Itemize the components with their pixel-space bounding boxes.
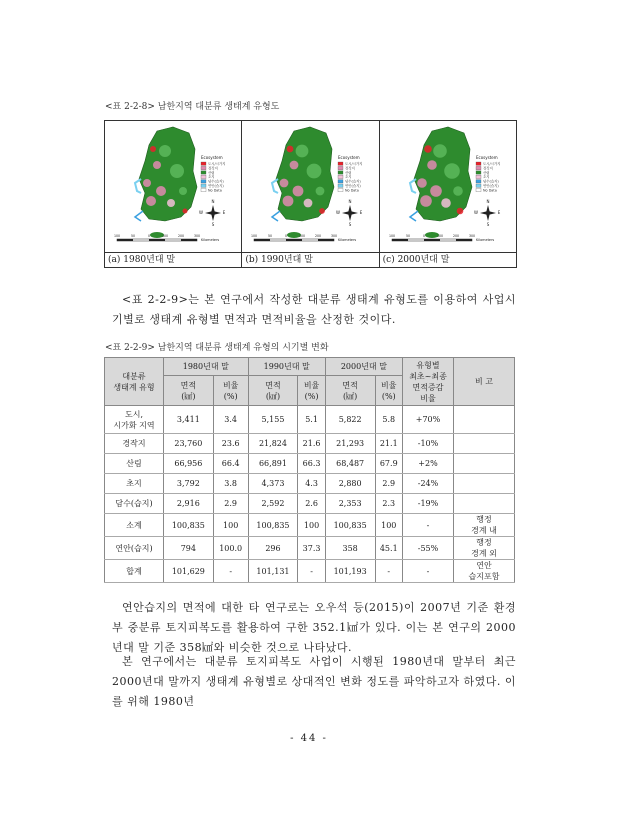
land-forest: [139, 127, 197, 221]
cell-ratio: 66.4: [213, 454, 248, 474]
scale-unit: Kilometers: [201, 238, 220, 242]
legend-swatch: [476, 188, 481, 191]
legend-swatch: [476, 180, 481, 183]
cell-note: [454, 474, 515, 494]
paragraph: [112, 652, 516, 712]
land-patch: [159, 145, 171, 157]
cell-ratio: 5.8: [375, 406, 402, 434]
land-patch: [146, 196, 156, 206]
legend-label: No Data: [208, 188, 222, 193]
legend-swatch: [201, 175, 206, 178]
paragraph-text: <표 2-2-9>는 본 연구에서 작성한 대분류 생태계 유형도를 이용하여 사업시기별로 생태계 유형별 면적과 면적비율을 산정한 것이다.: [112, 293, 516, 326]
header-note: 비 고: [454, 358, 515, 406]
cell-area: 21,293: [325, 434, 375, 454]
paragraph-text: 연안습지의 면적에 대한 타 연구로는 오우석 등(2015)이 2007년 기준 환경부 중분류 토지피복도를 활용하여 구한 352.1㎢가 있다. 이는 본 연구의 2000년대 말 기준 358㎢와 비슷한 것으로 나타났다.: [112, 601, 516, 654]
header-area: 면적 (㎢): [248, 376, 298, 406]
scale-tick: 0: [285, 234, 288, 238]
cell-area: 100,835: [325, 514, 375, 537]
coast-wetland: [135, 211, 143, 221]
table-row: [105, 454, 515, 474]
land-patch: [179, 187, 187, 195]
panel-label: (b) 1990년대 말: [245, 255, 313, 265]
cell-note: [454, 454, 515, 474]
cell-area: 101,193: [325, 560, 375, 583]
legend-title: Ecosystem: [338, 155, 360, 160]
legend-label: 경작지: [345, 166, 356, 171]
legend-swatch: [476, 166, 481, 169]
cell-ratio: 100: [213, 514, 248, 537]
land-patch: [293, 186, 304, 197]
cell-ratio: 21.6: [298, 434, 325, 454]
legend-label: 경작지: [208, 166, 218, 171]
map-panel-1980: [105, 121, 242, 267]
cell-ratio: 5.1: [298, 406, 325, 434]
compass-label: W: [199, 210, 203, 215]
legend-swatch: [201, 166, 206, 169]
cell-note: 연안 습지포함: [454, 560, 515, 583]
scale-tick: 100: [161, 234, 169, 238]
legend-title: Ecosystem: [475, 155, 498, 160]
scale-bar: [251, 234, 356, 242]
legend-label: 연안(습지): [208, 184, 224, 188]
land-patch: [280, 179, 289, 188]
cell-ratio: 2.6: [298, 494, 325, 514]
legend-label: 도시/시가지: [208, 162, 226, 166]
legend-label: No Data: [345, 188, 360, 193]
header-period: 1980년대 말: [164, 358, 249, 376]
compass-label: W: [336, 210, 341, 215]
legend-label: 연안(습지): [482, 184, 499, 188]
legend-label: 초지: [482, 175, 490, 180]
compass-label: E: [497, 210, 500, 215]
land-patch: [143, 179, 151, 187]
paragraph: [112, 290, 516, 330]
compass-label: N: [486, 199, 490, 204]
ecosystem-map-1980: [105, 121, 241, 252]
cell-type: 도시, 시가화 지역: [105, 406, 164, 434]
cell-area: 358: [325, 537, 375, 560]
land-patch: [183, 209, 188, 214]
legend-label: No Data: [482, 188, 497, 193]
coast-wetland: [410, 211, 418, 221]
cell-type: 합계: [105, 560, 164, 583]
compass-label: S: [486, 222, 489, 227]
cell-area: 101,131: [248, 560, 298, 583]
scale-unit: Kilometers: [475, 238, 494, 242]
cell-change: +70%: [403, 406, 454, 434]
cell-type: 경작지: [105, 434, 164, 454]
table-row: [105, 474, 515, 494]
cell-area: 21,824: [248, 434, 298, 454]
land-patch: [417, 178, 427, 188]
cell-area: 2,916: [164, 494, 214, 514]
legend-swatch: [201, 171, 206, 174]
cell-change: -: [403, 560, 454, 583]
land-patch: [170, 164, 184, 178]
table-row: [105, 560, 515, 583]
cell-type: 산림: [105, 454, 164, 474]
cell-ratio: 67.9: [375, 454, 402, 474]
header-period: 2000년대 말: [325, 358, 402, 376]
cell-area: 3,411: [164, 406, 214, 434]
land-patch: [316, 187, 325, 196]
legend-swatch: [476, 162, 481, 165]
legend-label: 도시/시가지: [345, 162, 363, 166]
scale-tick: 100: [251, 234, 258, 238]
land-patch: [456, 208, 463, 215]
land-patch: [304, 199, 313, 208]
legend-label: 담수(습지): [208, 179, 224, 184]
cell-ratio: 2.3: [375, 494, 402, 514]
cell-ratio: 100: [375, 514, 402, 537]
scale-tick: 300: [331, 234, 338, 238]
legend-swatch: [476, 171, 481, 174]
legend-label: 초지: [345, 175, 352, 180]
legend-swatch: [338, 175, 343, 178]
scale-tick: 200: [315, 234, 322, 238]
legend-swatch: [476, 175, 481, 178]
scale-tick: 200: [452, 234, 459, 238]
scale-tick: 100: [388, 234, 395, 238]
legend-label: 산림: [208, 170, 215, 175]
scale-tick: 100: [299, 234, 306, 238]
compass-icon: [336, 199, 363, 227]
cell-type: 초지: [105, 474, 164, 494]
compass-label: S: [211, 222, 215, 227]
land-patch: [153, 161, 161, 169]
map-panel-2000: [380, 121, 516, 267]
cell-area: 100,835: [248, 514, 298, 537]
table-row: [105, 494, 515, 514]
header-type: 대분류 생태계 유형: [105, 358, 164, 406]
legend-swatch: [338, 188, 343, 191]
scale-tick: 50: [268, 234, 273, 238]
cell-change: +2%: [403, 454, 454, 474]
land-patch: [296, 145, 309, 158]
cell-area: 66,891: [248, 454, 298, 474]
scale-tick: 100: [113, 234, 121, 238]
legend-label: 산림: [482, 170, 490, 175]
cell-area: 4,373: [248, 474, 298, 494]
legend-swatch: [201, 162, 206, 165]
legend-label: 도시/시가지: [482, 162, 501, 166]
header-ratio: 비율 (%): [298, 376, 325, 406]
cell-area: 2,880: [325, 474, 375, 494]
cell-ratio: -: [213, 560, 248, 583]
cell-area: 23,760: [164, 434, 214, 454]
cell-area: 5,822: [325, 406, 375, 434]
land-patch: [453, 186, 463, 196]
cell-area: 2,353: [325, 494, 375, 514]
table-caption: <표 2-2-9> 남한지역 대분류 생태계 유형의 시기별 변화: [105, 343, 329, 353]
cell-ratio: 37.3: [298, 537, 325, 560]
land-patch: [444, 163, 460, 179]
legend-swatch: [338, 180, 343, 183]
compass-label: S: [349, 222, 352, 227]
cell-note: 행정 경계 외: [454, 537, 515, 560]
scale-unit: Kilometers: [338, 238, 357, 242]
ecosystem-map-1990: [242, 121, 378, 252]
header-change: 유형별 최초~최종 면적증감 비율: [403, 358, 454, 406]
cell-type: 연안(습지): [105, 537, 164, 560]
cell-ratio: 4.3: [298, 474, 325, 494]
legend-label: 산림: [345, 170, 352, 175]
header-area: 면적 (㎢): [325, 376, 375, 406]
cell-ratio: 21.1: [375, 434, 402, 454]
scale-tick: 50: [405, 234, 410, 238]
cell-ratio: 3.8: [213, 474, 248, 494]
land-patch: [150, 146, 156, 152]
scale-tick: 50: [130, 234, 136, 238]
cell-ratio: 2.9: [213, 494, 248, 514]
cell-ratio: 45.1: [375, 537, 402, 560]
table-row: [105, 537, 515, 560]
legend-label: 초지: [208, 175, 215, 180]
land-patch: [167, 199, 175, 207]
legend-label: 경작지: [482, 166, 493, 171]
compass-label: E: [222, 210, 226, 215]
compass-label: N: [211, 199, 215, 204]
cell-type: 담수(습지): [105, 494, 164, 514]
cell-change: -24%: [403, 474, 454, 494]
cell-area: 100,835: [164, 514, 214, 537]
legend-swatch: [201, 188, 206, 191]
table-row: [105, 406, 515, 434]
legend: [476, 155, 501, 192]
legend: [338, 155, 363, 192]
cell-area: 68,487: [325, 454, 375, 474]
land-patch: [156, 186, 166, 196]
cell-note: 행정 경계 내: [454, 514, 515, 537]
paragraph: [112, 598, 516, 658]
legend-swatch: [201, 184, 206, 187]
cell-note: [454, 434, 515, 454]
land-patch: [441, 198, 451, 208]
land-patch: [319, 208, 325, 214]
header-area: 면적 (㎢): [164, 376, 214, 406]
cell-note: [454, 406, 515, 434]
scale-bar: [389, 234, 494, 242]
scale-bar: [114, 234, 219, 242]
header-ratio: 비율 (%): [375, 376, 402, 406]
cell-area: 101,629: [164, 560, 214, 583]
cell-type: 소계: [105, 514, 164, 537]
land-patch: [420, 195, 432, 207]
table-row: [105, 434, 515, 454]
paragraph-text: 본 연구에서는 대분류 토지피복도 사업이 시행된 1980년대 말부터 최근 2000년대 말까지 생태계 유형별로 상대적인 변화 정도를 파악하고자 하였다. 이를 위해 1980년: [112, 655, 516, 708]
cell-ratio: 3.4: [213, 406, 248, 434]
cell-ratio: 66.3: [298, 454, 325, 474]
table-row: [105, 514, 515, 537]
land-patch: [433, 144, 447, 158]
legend-label: 담수(습지): [345, 179, 362, 184]
cell-ratio: 2.9: [375, 474, 402, 494]
legend: [201, 155, 226, 192]
cell-area: 296: [248, 537, 298, 560]
compass-icon: [199, 199, 226, 227]
cell-area: 3,792: [164, 474, 214, 494]
coast-wetland: [272, 211, 280, 221]
cell-note: [454, 494, 515, 514]
cell-change: -: [403, 514, 454, 537]
ecosystem-area-table: [104, 357, 515, 583]
panel-label: (c) 2000년대 말: [382, 255, 450, 265]
legend-swatch: [338, 171, 343, 174]
scale-tick: 100: [436, 234, 443, 238]
scale-tick: 300: [193, 234, 201, 238]
compass-icon: [474, 199, 501, 227]
land-patch: [287, 146, 294, 153]
page-number: - 44 -: [290, 733, 328, 744]
header-ratio: 비율 (%): [213, 376, 248, 406]
scale-tick: 0: [147, 234, 151, 238]
legend-label: 담수(습지): [482, 179, 499, 184]
legend-swatch: [338, 184, 343, 187]
land-forest: [414, 127, 472, 221]
legend-swatch: [201, 180, 206, 183]
legend-title: Ecosystem: [201, 155, 223, 160]
land-patch: [307, 164, 322, 179]
legend-swatch: [338, 162, 343, 165]
cell-change: -19%: [403, 494, 454, 514]
cell-area: 794: [164, 537, 214, 560]
cell-ratio: 100.0: [213, 537, 248, 560]
cell-ratio: 100: [298, 514, 325, 537]
cell-ratio: -: [375, 560, 402, 583]
figure-caption: <표 2-2-8> 남한지역 대분류 생태계 유형도: [105, 102, 280, 112]
land-patch: [283, 196, 294, 207]
map-figure: [104, 120, 517, 268]
map-panel-1990: [242, 121, 379, 267]
scale-tick: 0: [422, 234, 425, 238]
cell-ratio: -: [298, 560, 325, 583]
scale-tick: 200: [177, 234, 185, 238]
compass-label: N: [348, 199, 352, 204]
legend-label: 연안(습지): [345, 184, 362, 188]
scale-tick: 300: [468, 234, 475, 238]
land-patch: [427, 160, 437, 170]
ecosystem-map-2000: [380, 121, 516, 252]
land-forest: [276, 127, 334, 221]
cell-change: -55%: [403, 537, 454, 560]
cell-area: 66,956: [164, 454, 214, 474]
land-patch: [430, 185, 442, 197]
land-patch: [424, 145, 432, 153]
legend-swatch: [476, 184, 481, 187]
header-period: 1990년대 말: [248, 358, 325, 376]
cell-area: 5,155: [248, 406, 298, 434]
cell-change: -10%: [403, 434, 454, 454]
cell-area: 2,592: [248, 494, 298, 514]
panel-label: (a) 1980년대 말: [108, 255, 176, 265]
land-patch: [290, 161, 299, 170]
compass-label: E: [360, 210, 363, 215]
compass-label: W: [473, 210, 478, 215]
legend-swatch: [338, 166, 343, 169]
cell-ratio: 23.6: [213, 434, 248, 454]
